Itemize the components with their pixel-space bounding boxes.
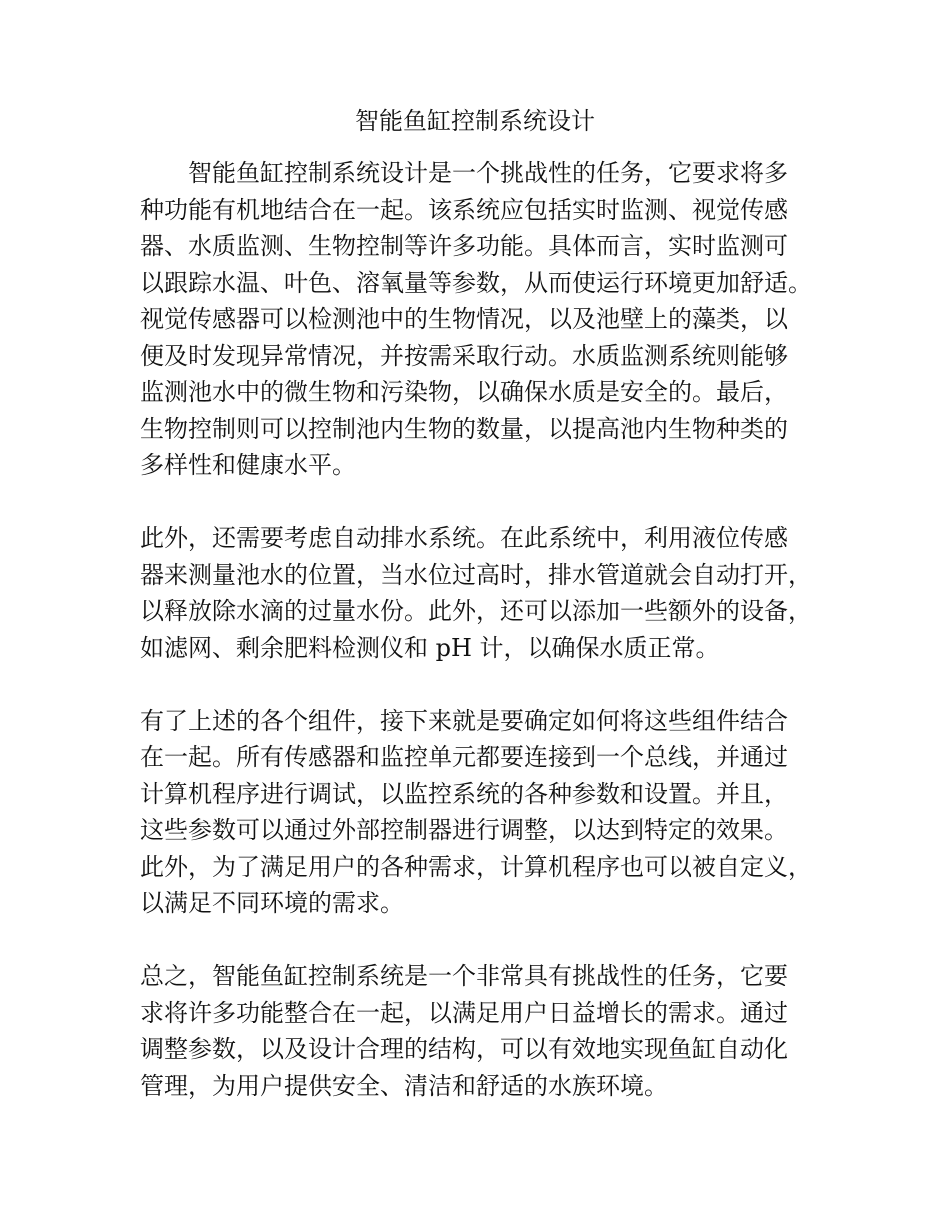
text-line: 管理，为用户提供安全、清洁和舒适的水族环境。 [140,1071,668,1100]
text-line: 此外，还需要考虑自动排水系统。在此系统中，利用液位传感 [140,524,788,552]
text-line: 总之，智能鱼缸控制系统是一个非常具有挑战性的任务，它要 [140,962,788,990]
paragraph-spacer [140,484,830,521]
text-line: 调整参数，以及设计合理的结构，可以有效地实现鱼缸自动化 [140,1035,788,1063]
paragraph-conclusion [140,958,830,1104]
text-line: 以满足不同环境的需求。 [140,889,404,917]
text-line: 视觉传感器可以检测池中的生物情况，以及池壁上的藻类，以 [140,305,788,333]
text-line: 这些参数可以通过外部控制器进行调整，以达到特定的效果。 [140,816,788,844]
text-line: 此外，为了满足用户的各种需求，计算机程序也可以被自定义， [140,852,812,881]
text-line: 如滤网、剩余肥料检测仪和 pH 计，以确保水质正常。 [140,633,720,662]
paragraph-spacer [140,666,830,703]
text-line: 器、水质监测、生物控制等许多功能。具体而言，实时监测可 [140,232,788,260]
text-line: 以释放除水滴的过量水份。此外，还可以添加一些额外的设备， [140,597,812,625]
document-title: 智能鱼缸控制系统设计 [355,107,595,135]
text-line: 生物控制则可以控制池内生物的数量，以提高池内生物种类的 [140,414,788,443]
text-line: 监测池水中的微生物和污染物，以确保水质是安全的。最后， [140,378,788,406]
document-body [140,155,830,1104]
paragraph-drainage [140,520,830,666]
text-line: 种功能有机地结合在一起。该系统应包括实时监测、视觉传感 [140,195,788,224]
paragraph-integration [140,703,830,922]
text-line: 多样性和健康水平。 [140,451,356,479]
text-line: 有了上述的各个组件，接下来就是要确定如何将这些组件结合 [140,706,788,735]
text-line: 求将许多功能整合在一起，以满足用户日益增长的需求。通过 [140,998,788,1027]
text-line: 以跟踪水温、叶色、溶氧量等参数，从而使运行环境更加舒适。 [140,268,812,297]
text-line: 便及时发现异常情况，并按需采取行动。水质监测系统则能够 [140,341,788,370]
text-line: 智能鱼缸控制系统设计是一个挑战性的任务，它要求将多 [140,159,788,187]
text-line: 器来测量池水的位置，当水位过高时，排水管道就会自动打开， [140,560,812,589]
paragraph-spacer [140,922,830,959]
paragraph-intro [140,155,830,484]
text-line: 在一起。所有传感器和监控单元都要连接到一个总线，并通过 [140,743,788,771]
text-line: 计算机程序进行调试，以监控系统的各种参数和设置。并且， [140,779,788,808]
